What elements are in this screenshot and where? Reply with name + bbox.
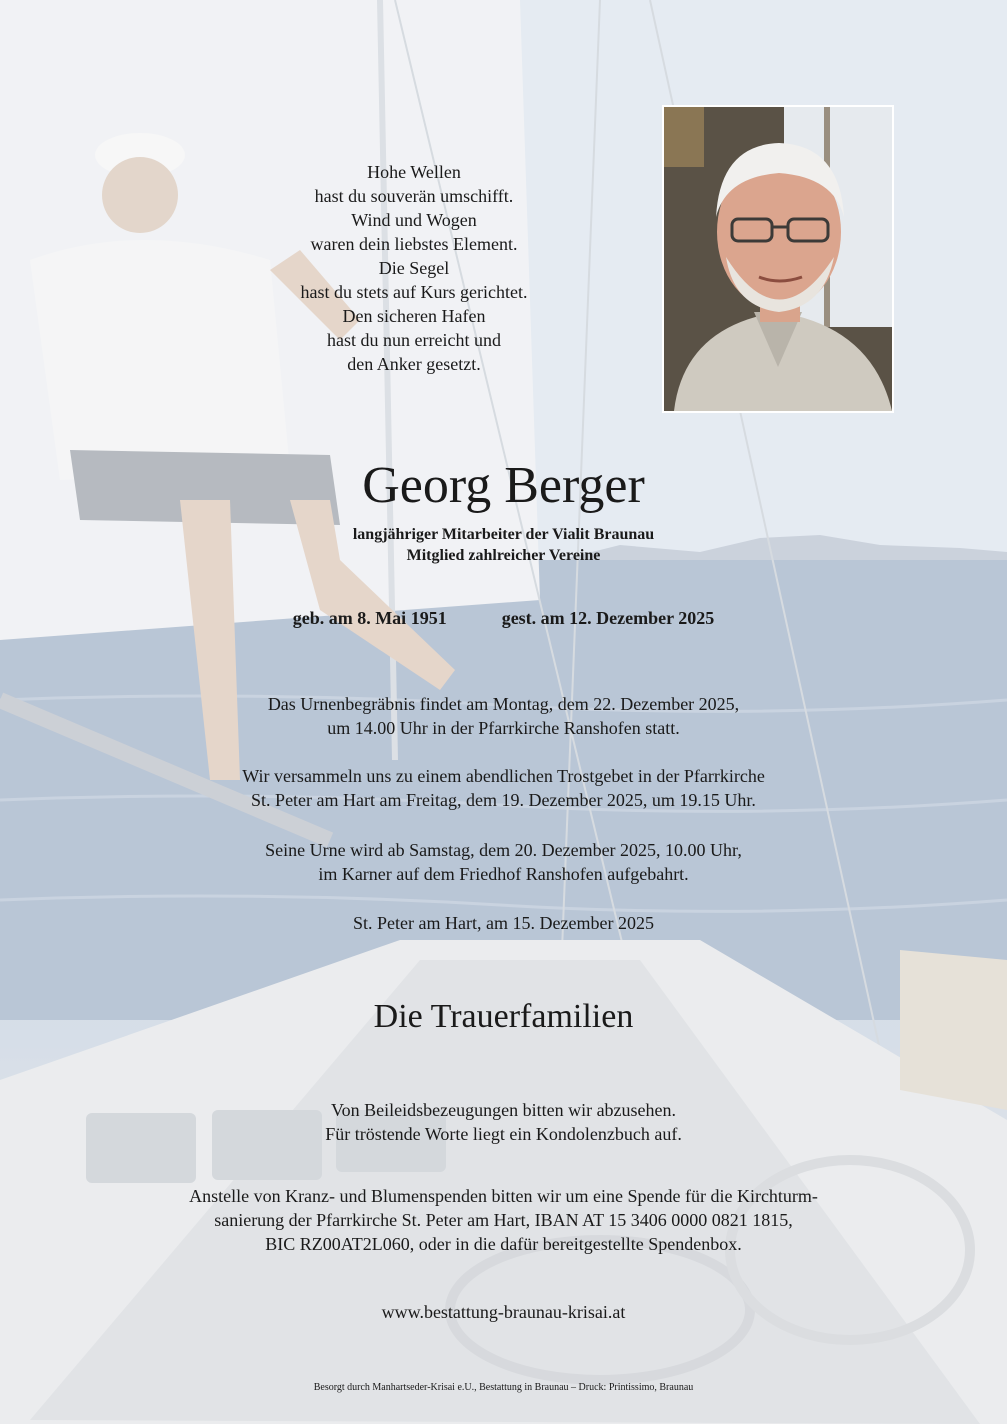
funeral-line: um 14.00 Uhr in der Pfarrkirche Ranshofen statt. <box>327 718 680 738</box>
poem-line: hast du stets auf Kurs gerichtet. <box>300 282 528 302</box>
imprint-footer: Besorgt durch Manhartseder-Krisai e.U., Bestattung in Braunau – Druck: Printissimo, Braunau <box>313 1382 694 1393</box>
poem-line: hast du souverän umschifft. <box>314 186 514 206</box>
condolence-line: Für tröstende Worte liegt ein Kondolenzbuch auf. <box>325 1124 682 1144</box>
role-line: langjähriger Mitarbeiter der Vialit Braunau <box>352 526 655 543</box>
poem-line: waren dein liebstes Element. <box>310 234 518 254</box>
portrait-photo <box>662 105 894 413</box>
deceased-name: Georg Berger <box>362 457 645 514</box>
place-and-date: St. Peter am Hart, am 15. Dezember 2025 <box>353 913 654 933</box>
poem-line: Die Segel <box>378 258 450 278</box>
donation-line: BIC RZ00AT2L060, oder in die dafür bereitgestellte Spendenbox. <box>265 1234 742 1254</box>
urn-line: im Karner auf dem Friedhof Ranshofen aufgebahrt. <box>318 864 689 884</box>
life-dates <box>0 606 1007 630</box>
death-date: gest. am 12. Dezember 2025 <box>501 608 715 628</box>
poem-line: Hohe Wellen <box>367 162 461 182</box>
donation-line: Anstelle von Kranz- und Blumenspenden bitten wir um eine Spende für die Kirchturm- <box>189 1186 818 1206</box>
prayer-line: Wir versammeln uns zu einem abendlichen Trostgebet in der Pfarrkirche <box>242 766 765 786</box>
funeral-line: Das Urnenbegräbnis findet am Montag, dem 22. Dezember 2025, <box>267 694 740 714</box>
poem-line: den Anker gesetzt. <box>347 354 481 374</box>
portrait-image <box>664 107 892 411</box>
poem-line: Den sicheren Hafen <box>342 306 486 326</box>
condolence-line: Von Beileidsbezeugungen bitten wir abzusehen. <box>330 1100 677 1120</box>
poem-line: Wind und Wogen <box>351 210 477 230</box>
website-link[interactable]: www.bestattung-braunau-krisai.at <box>381 1302 626 1322</box>
donation-line: sanierung der Pfarrkirche St. Peter am Hart, IBAN AT 15 3406 0000 0821 1815, <box>214 1210 793 1230</box>
birth-date: geb. am 8. Mai 1951 <box>292 608 447 628</box>
urn-line: Seine Urne wird ab Samstag, dem 20. Dezember 2025, 10.00 Uhr, <box>265 840 742 860</box>
memorial-poem <box>234 160 594 376</box>
role-line: Mitglied zahlreicher Vereine <box>406 547 601 564</box>
poem-line: hast du nun erreicht und <box>327 330 501 350</box>
mourning-family: Die Trauerfamilien <box>373 998 634 1035</box>
prayer-line: St. Peter am Hart am Freitag, dem 19. Dezember 2025, um 19.15 Uhr. <box>251 790 756 810</box>
